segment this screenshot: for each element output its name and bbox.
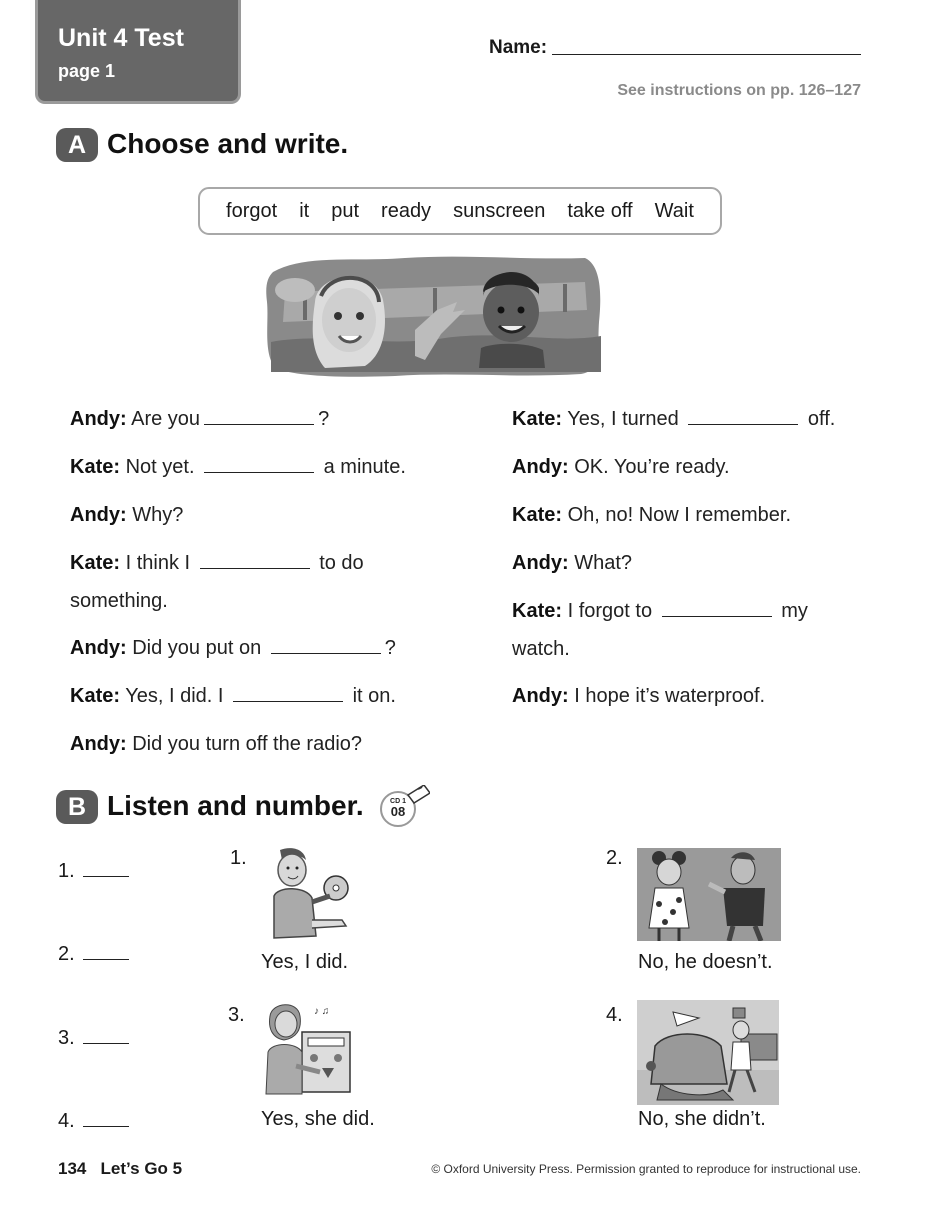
answer-blank[interactable] — [271, 639, 381, 654]
copyright-notice: © Oxford University Press. Permission granted to reproduce for instructional use. — [431, 1162, 861, 1176]
answer-item: 1. — [58, 860, 129, 883]
section-b-title: Listen and number. — [107, 790, 364, 821]
picture-caption: No, he doesn’t. — [638, 951, 773, 973]
boy-with-cd-illustration — [260, 846, 352, 942]
dialogue-line: Andy: What? — [512, 552, 633, 574]
answer-item: 2. — [58, 943, 129, 966]
word-bank-item: Wait — [654, 199, 694, 222]
dialogue-line-continued: something. — [70, 590, 168, 612]
word-bank — [198, 187, 722, 235]
dialogue-line: Andy: Did you put on ? — [70, 637, 396, 659]
picture-number: 1. — [230, 847, 247, 869]
picture-number: 3. — [228, 1004, 245, 1026]
answer-blank[interactable] — [662, 602, 772, 617]
dialogue-line: Kate: Yes, I did. I it on. — [70, 685, 396, 707]
svg-text:♪ ♫: ♪ ♫ — [314, 1006, 330, 1017]
answer-item: 4. — [58, 1110, 129, 1133]
name-label: Name: — [489, 37, 548, 58]
girl-and-boy-illustration — [637, 848, 781, 941]
picture-number: 4. — [606, 1004, 623, 1026]
dialogue-line: Andy: I hope it’s waterproof. — [512, 685, 766, 707]
pool-kids-illustration — [265, 252, 602, 378]
answer-blank[interactable] — [200, 554, 310, 569]
unit-tab — [35, 0, 241, 104]
section-b-badge: B — [56, 790, 98, 824]
section-a-title: Choose and write. — [107, 128, 349, 159]
picture-caption: Yes, she did. — [261, 1108, 375, 1130]
dialogue-line: Andy: Why? — [70, 504, 184, 526]
dialogue-line: Kate: Oh, no! Now I remember. — [512, 504, 791, 526]
cd-track: 08 — [390, 804, 406, 819]
answer-item: 3. — [58, 1027, 129, 1050]
number-blank[interactable] — [83, 1033, 129, 1044]
dialogue-line: Kate: Yes, I turned off. — [512, 408, 836, 430]
girl-with-radio-illustration — [262, 1002, 354, 1098]
picture-number: 2. — [606, 847, 623, 869]
dialogue-line: Kate: I forgot to my — [512, 600, 808, 622]
dialogue-line-continued: watch. — [512, 638, 570, 660]
page-label: page 1 — [58, 61, 116, 81]
page-number: 134 — [58, 1159, 87, 1178]
word-bank-item: it — [299, 199, 310, 222]
answer-blank[interactable] — [688, 410, 798, 425]
number-blank[interactable] — [83, 866, 129, 877]
picture-caption: No, she didn’t. — [638, 1108, 766, 1130]
number-blank[interactable] — [83, 1116, 129, 1127]
book-title: Let’s Go 5 — [100, 1159, 183, 1178]
dialogue-line: Andy: OK. You’re ready. — [512, 456, 730, 478]
dialogue-line: Kate: I think I to do — [70, 552, 364, 574]
unit-title: Unit 4 Test — [58, 24, 184, 52]
answer-blank[interactable] — [204, 458, 314, 473]
word-bank-item: forgot — [226, 199, 278, 222]
messy-room-illustration — [637, 1000, 779, 1105]
word-bank-item: take off — [567, 199, 633, 222]
instructions-note: See instructions on pp. 126–127 — [617, 82, 861, 99]
answer-blank[interactable] — [204, 410, 314, 425]
word-bank-item: sunscreen — [453, 199, 546, 222]
dialogue-line: Kate: Not yet. a minute. — [70, 456, 406, 478]
section-a-badge: A — [56, 128, 98, 162]
word-bank-item: ready — [381, 199, 432, 222]
dialogue-line: Andy: Did you turn off the radio? — [70, 733, 363, 755]
name-field[interactable] — [552, 54, 861, 55]
dialogue-line: Andy: Are you ? — [70, 408, 330, 430]
picture-caption: Yes, I did. — [261, 951, 349, 973]
answer-blank[interactable] — [233, 687, 343, 702]
cd-label: CD 1 — [390, 798, 406, 805]
footer-book-info — [58, 1159, 182, 1179]
word-bank-item: put — [331, 199, 360, 222]
cd-audio-icon — [378, 785, 430, 827]
number-blank[interactable] — [83, 949, 129, 960]
